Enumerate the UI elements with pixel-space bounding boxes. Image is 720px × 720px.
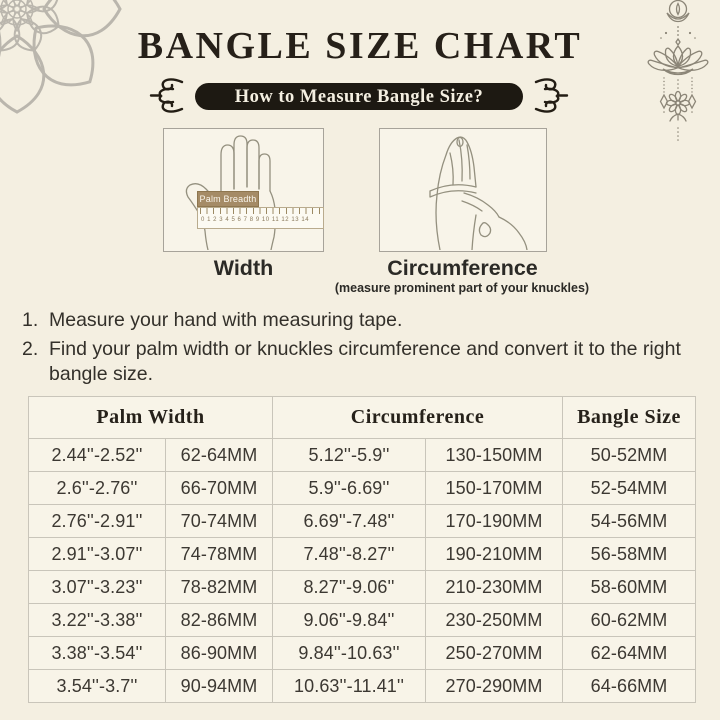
ruler-numbers: 0 1 2 3 4 5 6 7 8 9 10 11 12 13 14 <box>201 216 310 223</box>
table-cell: 56-58MM <box>563 538 696 571</box>
instruction-step-2 <box>22 337 685 388</box>
lotus-ornament-icon <box>638 0 718 152</box>
table-cell: 82-86MM <box>166 604 273 637</box>
table-cell: 86-90MM <box>166 637 273 670</box>
size-table-body <box>29 439 696 703</box>
table-cell: 5.9''-6.69'' <box>273 472 426 505</box>
header-bangle-size: Bangle Size <box>563 397 696 439</box>
table-header-row <box>29 397 696 439</box>
table-cell: 2.76''-2.91'' <box>29 505 166 538</box>
table-cell: 70-74MM <box>166 505 273 538</box>
header-circumference: Circumference <box>273 397 563 439</box>
step-number: 2. <box>22 337 39 360</box>
measuring-tape-ruler <box>197 207 324 229</box>
circumference-label: Circumference <box>387 256 538 280</box>
circumference-sublabel: (measure prominent part of your knuckles) <box>334 281 590 295</box>
table-cell: 52-54MM <box>563 472 696 505</box>
table-row <box>29 505 696 538</box>
palm-breadth-tape-label: Palm Breadth <box>197 191 259 207</box>
step-number: 1. <box>22 309 39 331</box>
table-cell: 66-70MM <box>166 472 273 505</box>
table-cell: 150-170MM <box>426 472 563 505</box>
table-cell: 210-230MM <box>426 571 563 604</box>
table-row <box>29 472 696 505</box>
table-cell: 2.91''-3.07'' <box>29 538 166 571</box>
table-row <box>29 439 696 472</box>
table-cell: 2.6''-2.76'' <box>29 472 166 505</box>
header-palm-width: Palm Width <box>29 397 273 439</box>
table-cell: 3.54''-3.7'' <box>29 670 166 703</box>
table-cell: 10.63''-11.41'' <box>273 670 426 703</box>
table-cell: 250-270MM <box>426 637 563 670</box>
table-cell: 5.12''-5.9'' <box>273 439 426 472</box>
table-cell: 8.27''-9.06'' <box>273 571 426 604</box>
table-cell: 62-64MM <box>563 637 696 670</box>
table-cell: 190-210MM <box>426 538 563 571</box>
table-cell: 9.06''-9.84'' <box>273 604 426 637</box>
table-cell: 90-94MM <box>166 670 273 703</box>
table-cell: 2.44''-2.52'' <box>29 439 166 472</box>
table-cell: 60-62MM <box>563 604 696 637</box>
table-cell: 3.38''-3.54'' <box>29 637 166 670</box>
table-cell: 74-78MM <box>166 538 273 571</box>
flourish-left-icon <box>148 75 188 115</box>
table-cell: 3.22''-3.38'' <box>29 604 166 637</box>
step-text: Find your palm width or knuckles circumference and convert it to the right bangle size. <box>49 337 681 385</box>
table-row <box>29 670 696 703</box>
table-cell: 54-56MM <box>563 505 696 538</box>
table-cell: 170-190MM <box>426 505 563 538</box>
page-title: BANGLE SIZE CHART <box>137 25 583 67</box>
hand-width-illustration <box>163 128 324 252</box>
how-to-measure-banner: How to Measure Bangle Size? <box>195 83 523 110</box>
table-cell: 230-250MM <box>426 604 563 637</box>
table-row <box>29 538 696 571</box>
ruler-ticks <box>200 208 321 214</box>
table-row <box>29 604 696 637</box>
table-cell: 58-60MM <box>563 571 696 604</box>
table-cell: 130-150MM <box>426 439 563 472</box>
step-text: Measure your hand with measuring tape. <box>49 309 403 331</box>
table-cell: 78-82MM <box>166 571 273 604</box>
instruction-step-1 <box>22 308 685 334</box>
table-cell: 6.69''-7.48'' <box>273 505 426 538</box>
table-cell: 7.48''-8.27'' <box>273 538 426 571</box>
table-cell: 9.84''-10.63'' <box>273 637 426 670</box>
table-row <box>29 637 696 670</box>
flourish-right-icon <box>530 75 570 115</box>
table-cell: 3.07''-3.23'' <box>29 571 166 604</box>
table-row <box>29 571 696 604</box>
width-label: Width <box>213 256 274 280</box>
table-cell: 50-52MM <box>563 439 696 472</box>
table-cell: 270-290MM <box>426 670 563 703</box>
instructions-list <box>22 308 685 391</box>
bangle-size-table <box>28 396 696 703</box>
hand-palm-icon <box>164 129 322 250</box>
table-cell: 62-64MM <box>166 439 273 472</box>
hand-knuckles-icon <box>380 129 545 250</box>
table-cell: 64-66MM <box>563 670 696 703</box>
hand-circumference-illustration <box>379 128 547 252</box>
